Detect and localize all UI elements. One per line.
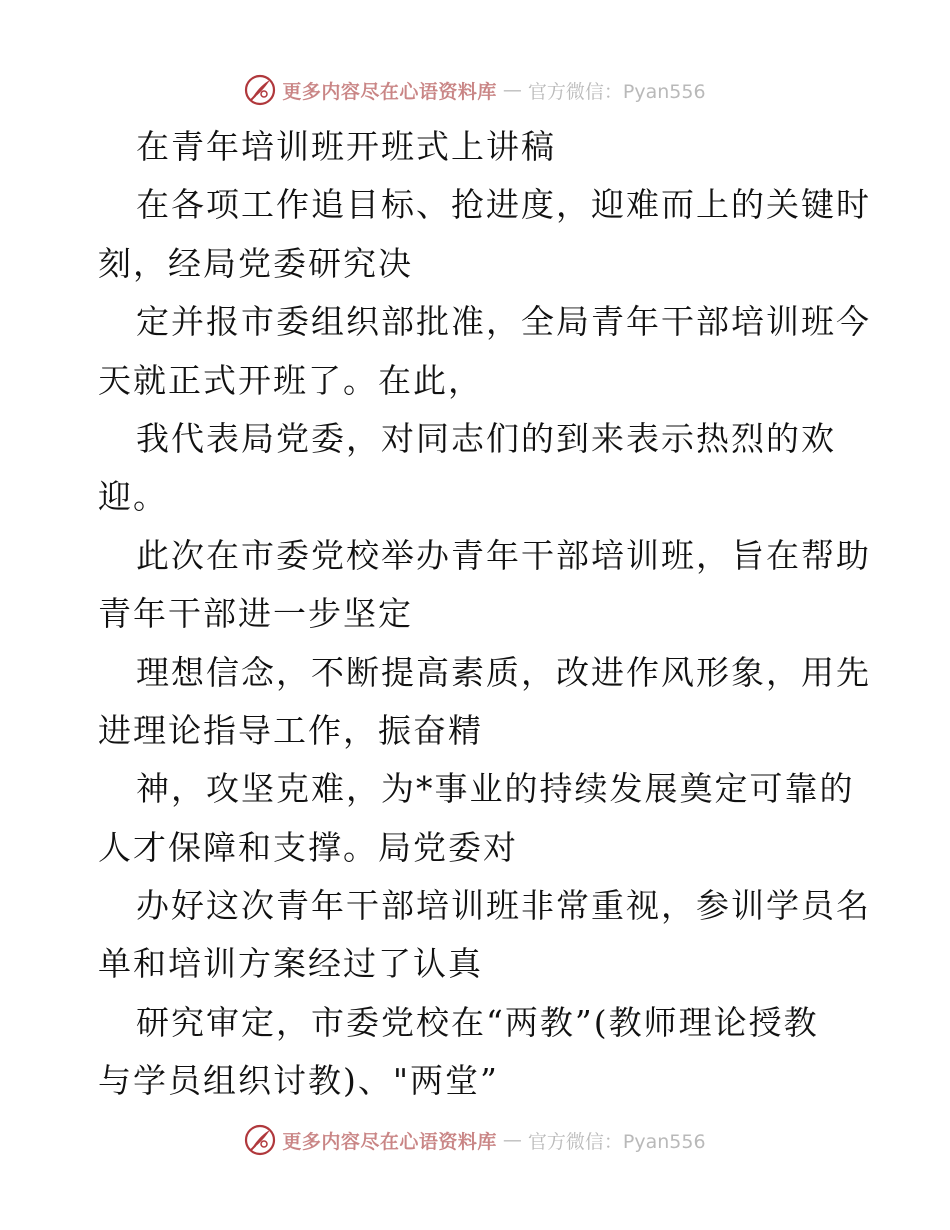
text-line: 在各项工作追目标、抢进度，迎难而上的关键时 [136, 185, 871, 225]
quill-pen-logo-icon [244, 74, 276, 106]
banner-separator: — [502, 79, 522, 101]
text-line: 天就正式开班了。在此， [98, 360, 483, 400]
banner-brand-text: 更多内容尽在心语资料库 [282, 80, 497, 103]
text-line: 定并报市委组织部批准，全局青年干部培训班今 [136, 302, 871, 342]
text-line: 单和培训方案经过了认真 [98, 944, 483, 984]
header-watermark-banner [0, 72, 950, 108]
text-line: 青年干部进一步坚定 [98, 594, 413, 634]
document-title: 在青年培训班开班式上讲稿 [136, 127, 556, 166]
text-line: 人才保障和支撑。局党委对 [98, 827, 518, 867]
text-line: 理想信念，不断提高素质，改进作风形象，用先 [136, 652, 871, 692]
banner-inner [244, 74, 705, 106]
banner-separator: — [502, 1129, 522, 1151]
text-line: 神，攻坚克难，为*事业的持续发展奠定可靠的 [136, 769, 855, 809]
text-line: 与学员组织讨教)、"两堂” [98, 1061, 499, 1101]
banner-wechat-text: 官方微信：Pyan556 [527, 80, 706, 103]
banner-inner [244, 1124, 705, 1156]
text-line: 迎。 [98, 477, 168, 517]
text-line: 我代表局党委，对同志们的到来表示热烈的欢 [136, 418, 836, 458]
footer-watermark-banner [0, 1122, 950, 1158]
text-line: 刻，经局党委研究决 [98, 243, 413, 283]
banner-wechat-text: 官方微信：Pyan556 [527, 1130, 706, 1153]
banner-brand-text: 更多内容尽在心语资料库 [282, 1130, 497, 1153]
text-line: 办好这次青年干部培训班非常重视，参训学员名 [136, 886, 871, 926]
quill-pen-logo-icon [244, 1124, 276, 1156]
text-line: 此次在市委党校举办青年干部培训班，旨在帮助 [136, 535, 871, 575]
text-line: 研究审定，市委党校在“两教”(教师理论授教 [136, 1002, 819, 1042]
document-body [98, 118, 871, 1111]
text-line: 进理论指导工作，振奋精 [98, 710, 483, 750]
